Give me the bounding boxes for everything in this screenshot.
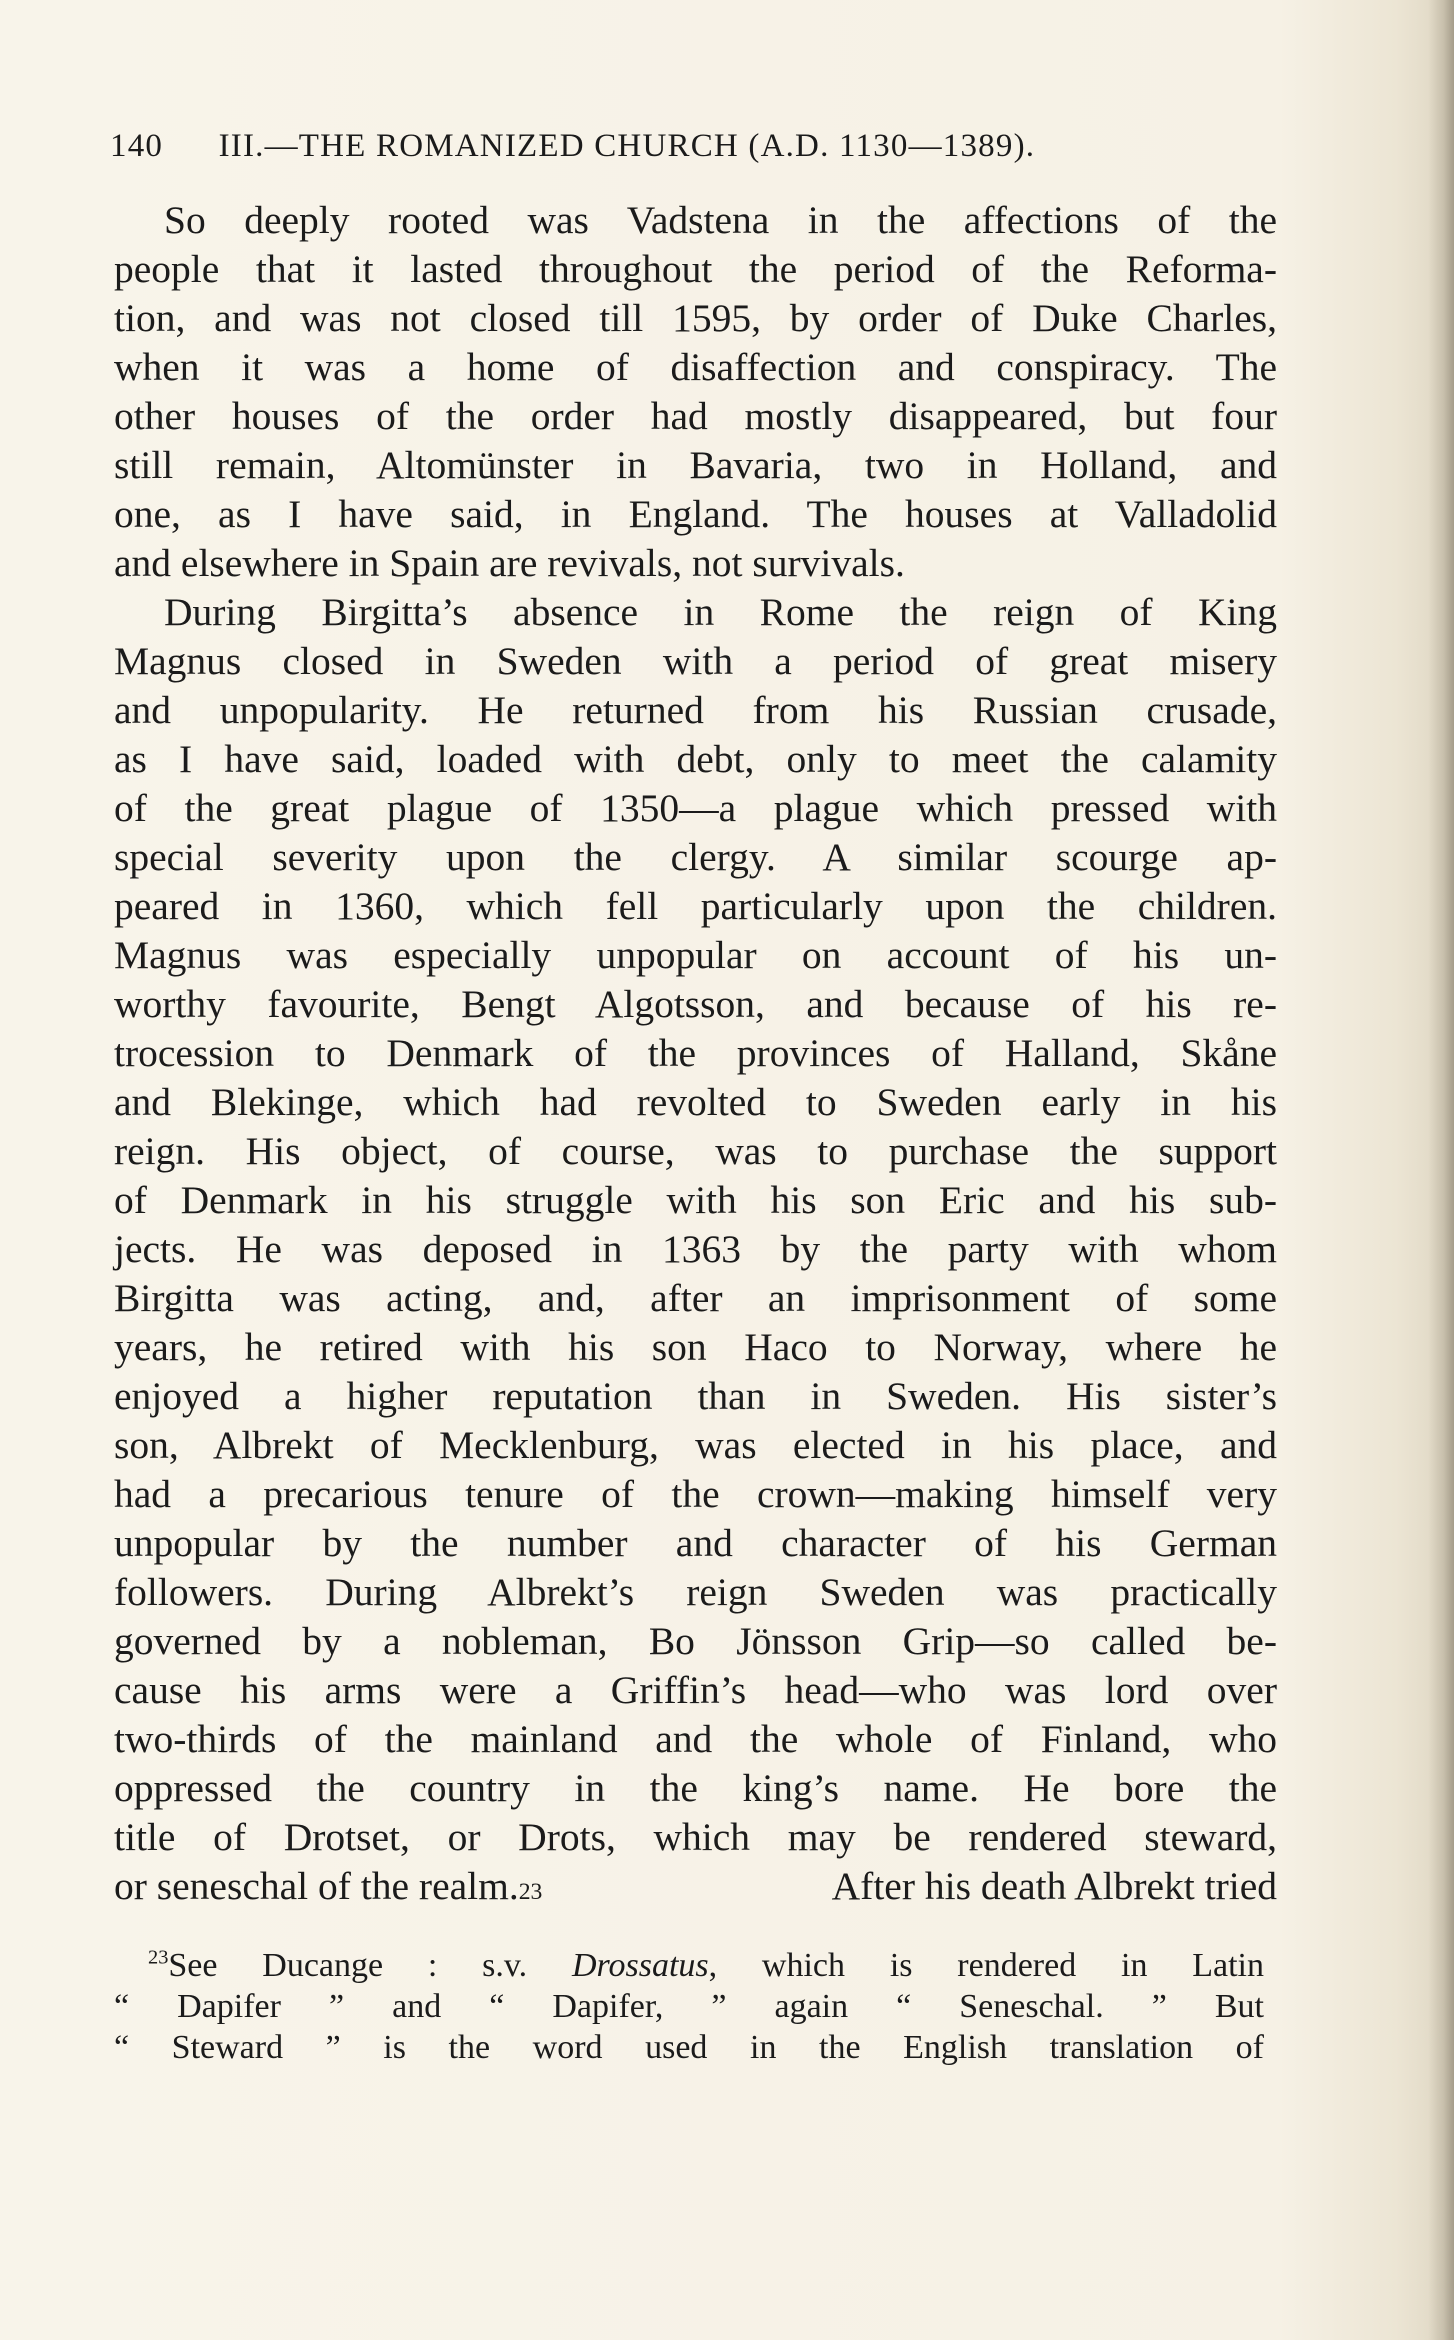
line-text: trocession to Denmark of the provinces of Halland, Skåne [114,1031,1277,1075]
text-line [114,882,1277,931]
line-text: oppressed the country in the king’s name. He bore the [114,1766,1277,1810]
text-line [114,1127,1277,1176]
line-text: special severity upon the clergy. A similar scourge ap- [114,835,1277,879]
footnote-text: “ Dapifer ” and “ Dapifer, ” again “ Seneschal. ” But [114,1988,1264,2025]
line-text: tion, and was not closed till 1595, by order of Duke Charles, [114,296,1277,340]
text-line [114,245,1277,294]
text-line [114,588,1277,637]
text-line [114,1176,1277,1225]
text-line [114,637,1277,686]
line-text: worthy favourite, Bengt Algotsson, and because of his re- [114,982,1277,1026]
footnote-number: 23 [148,1946,169,1969]
text-line [114,735,1277,784]
line-text: Birgitta was acting, and, after an imprisonment of some [114,1276,1277,1320]
body-text [114,196,1277,1911]
page-edge-shadow [1428,0,1454,2340]
text-line: or seneschal of the realm. 23 After his death Albrekt tried [114,1862,1277,1911]
footnote-text: See Ducange : s.v. [168,1947,572,1984]
text-line [114,1519,1277,1568]
text-line [114,1274,1277,1323]
line-text: During Birgitta’s absence in Rome the reign of King [164,590,1277,634]
running-title: III.—THE ROMANIZED CHURCH (A.D. 1130—1389). [218,128,1036,164]
line-text: and elsewhere in Spain are revivals, not survivals. [114,541,905,585]
text-line [114,1568,1277,1617]
line-text: Magnus was especially unpopular on account of his un- [114,933,1277,977]
page-number: 140 [110,128,164,164]
line-text: followers. During Albrekt’s reign Sweden was practically [114,1570,1277,1614]
text-line [114,1764,1277,1813]
text-line [114,490,1277,539]
text-line [114,1715,1277,1764]
text-line [114,833,1277,882]
text-line [114,784,1277,833]
line-text: when it was a home of disaffection and conspiracy. The [114,345,1277,389]
line-text: years, he retired with his son Haco to Norway, where he [114,1325,1277,1369]
line-text: Magnus closed in Sweden with a period of great misery [114,639,1277,683]
line-text: and Blekinge, which had revolted to Sweden early in his [114,1080,1277,1124]
line-text: So deeply rooted was Vadstena in the affections of the [164,198,1277,242]
footnote-text: , which is rendered in Latin [708,1947,1265,1984]
line-text: of the great plague of 1350—a plague which pressed with [114,786,1277,830]
text-line [114,1029,1277,1078]
text-line [114,1323,1277,1372]
line-text: as I have said, loaded with debt, only to meet the calamity [114,737,1277,781]
text-line [114,539,1277,588]
footnote-line [114,2027,1264,2068]
line-text: two-thirds of the mainland and the whole of Finland, who [114,1717,1277,1761]
line-text: jects. He was deposed in 1363 by the party with whom [114,1227,1277,1271]
line-text: reign. His object, of course, was to purchase the support [114,1129,1277,1173]
text-line [114,441,1277,490]
footnote-italic-term: Drossatus [571,1947,709,1984]
text-line [114,931,1277,980]
text-line [114,980,1277,1029]
text-line [114,1372,1277,1421]
line-text: peared in 1360, which fell particularly upon the children. [114,884,1277,928]
text-line [114,1078,1277,1127]
line-text: one, as I have said, in England. The houses at Valladolid [114,492,1277,536]
footnote-text: “ Steward ” is the word used in the English translation of [114,2029,1264,2066]
text-line [114,686,1277,735]
line-text: people that it lasted throughout the period of the Reforma- [114,247,1277,291]
line-text: cause his arms were a Griffin’s head—who was lord over [114,1668,1277,1712]
text-line [114,1666,1277,1715]
text-line [114,196,1277,245]
text-line [114,1470,1277,1519]
line-text: still remain, Altomünster in Bavaria, two in Holland, and [114,443,1277,487]
footnote-line [114,1986,1264,2027]
text-line [114,1421,1277,1470]
line-text: son, Albrekt of Mecklenburg, was elected in his place, and [114,1423,1277,1467]
line-text: other houses of the order had mostly disappeared, but four [114,394,1277,438]
line-text: unpopular by the number and character of his German [114,1521,1277,1565]
footnote-line [114,1945,1264,1986]
line-text: and unpopularity. He returned from his Russian crusade, [114,688,1277,732]
line-text-tail: After his death Albrekt tried [814,1864,1277,1908]
footnote [114,1945,1264,2068]
text-line [114,343,1277,392]
line-text: title of Drotset, or Drots, which may be rendered steward, [114,1815,1277,1859]
text-line [114,1617,1277,1666]
line-text: governed by a nobleman, Bo Jönsson Grip—so called be- [114,1619,1277,1663]
running-header [110,128,1280,165]
text-line [114,1225,1277,1274]
text-line [114,294,1277,343]
text-line [114,392,1277,441]
text-line [114,1813,1277,1862]
line-text: or seneschal of the realm. [114,1864,519,1908]
line-text: of Denmark in his struggle with his son Eric and his sub- [114,1178,1277,1222]
line-text: had a precarious tenure of the crown—making himself very [114,1472,1277,1516]
line-text: enjoyed a higher reputation than in Sweden. His sister’s [114,1374,1277,1418]
